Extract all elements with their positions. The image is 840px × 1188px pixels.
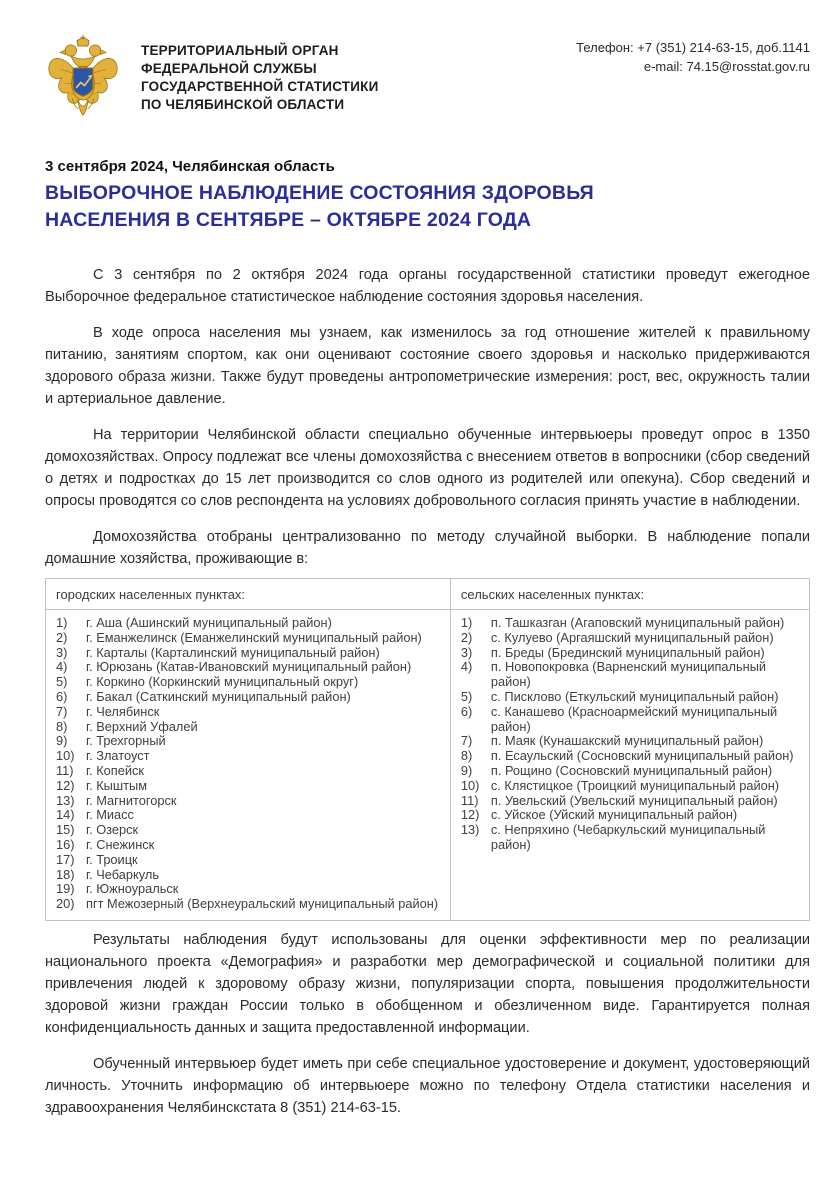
list-item-number: 7): [460, 733, 473, 749]
list-item-text: с. Писклово (Еткульский муниципальный район): [490, 688, 779, 704]
list-item-number: 4): [460, 659, 473, 675]
paragraph: В ходе опроса населения мы узнаем, как изменилось за год отношение жителей к правильному питанию, занятиям спортом, как они оценивают состояние своего здоровья и насколько придерживаются здорового образа жизни. Также будут проведены антропометрические измерения: рост, вес, окружность талии и артериальное давление.: [45, 325, 810, 407]
list-item-text: п. Маяк (Кунашакский муниципальный район): [490, 733, 764, 749]
org-name-line: ПО ЧЕЛЯБИНСКОЙ ОБЛАСТИ: [141, 97, 345, 112]
paragraph: Результаты наблюдения будут использованы для оценки эффективности мер по реализации национального проекта «Демография» и разработки мер демографической и социальной политики для привлечения людей к здоровому образу жизни, популяризации спорта, повышения продолжительности здоровой жизни граждан России только в обобщенном и обезличенном виде. Гарантируется полная конфиденциальность данных и защита предоставленной информации.: [45, 931, 810, 1036]
list-item-text: с. Канашево (Красноармейский муниципальный район): [490, 703, 778, 734]
table-row: [56, 660, 444, 675]
list-item-number: 6): [56, 688, 68, 704]
list-item-number: 12): [460, 807, 480, 823]
table-row: [56, 690, 444, 705]
list-item-text: п. Бреды (Брединский муниципальный район): [490, 644, 765, 660]
table-row: [461, 749, 803, 764]
table-header-row: [46, 579, 810, 610]
list-item-text: с. Непряхино (Чебаркульский муниципальный район): [490, 822, 766, 852]
list-item-text: г. Снежинск: [86, 836, 155, 852]
list-item-number: 5): [56, 674, 68, 690]
table-row: [461, 705, 803, 735]
table-row: [56, 823, 444, 838]
table-row: [56, 734, 444, 749]
list-item-number: 1): [56, 615, 68, 630]
list-item-text: г. Юрюзань (Катав-Ивановский муниципальный район): [86, 659, 412, 675]
list-item-number: 2): [460, 629, 473, 645]
table-row: [56, 794, 444, 809]
list-item-text: г. Троицк: [86, 851, 138, 867]
list-item-number: 3): [460, 644, 473, 660]
urban-localities-cell: [46, 610, 451, 921]
list-item-text: г. Кыштым: [86, 777, 147, 793]
list-item-number: 20): [56, 896, 75, 912]
table-row: [461, 660, 803, 690]
table-row: [461, 779, 803, 794]
table-body-row: [46, 610, 810, 921]
list-item-text: п. Есаульский (Сосновский муниципальный район): [490, 748, 794, 764]
list-item-text: с. Кулуево (Аргаяшский муниципальный район): [490, 629, 774, 645]
rural-column-header: сельских населенных пунктах:: [450, 579, 809, 610]
list-item-text: пгт Межозерный (Верхнеуральский муниципальный район): [86, 896, 439, 912]
table-row: [56, 779, 444, 794]
list-item-number: 11): [460, 792, 479, 808]
list-item-text: г. Еманжелинск (Еманжелинский муниципальный район): [86, 629, 422, 645]
table-row: [461, 631, 803, 646]
list-item-number: 12): [56, 777, 75, 793]
list-item-number: 17): [56, 851, 75, 867]
list-item-number: 2): [56, 629, 68, 645]
list-item-text: п. Новопокровка (Варненский муниципальный район): [490, 659, 767, 690]
table-row: [56, 882, 444, 897]
table-row: [56, 764, 444, 779]
rural-localities-cell: [450, 610, 809, 921]
list-item-text: г. Копейск: [86, 762, 144, 778]
paragraph: С 3 сентября по 2 октября 2024 года органы государственной статистики проведут ежегодное Выборочное федеральное статистическое наблюдение состояния здоровья населения.: [45, 267, 810, 305]
list-item-text: г. Коркино (Коркинский муниципальный округ): [86, 674, 359, 690]
table-row: [56, 808, 444, 823]
contact-block: [576, 38, 810, 76]
letterhead: [45, 30, 810, 130]
table-row: [56, 646, 444, 661]
list-item-text: п. Рощино (Сосновский муниципальный район): [490, 762, 773, 778]
list-item-number: 7): [56, 703, 68, 719]
email-line: e-mail: 74.15@rosstat.gov.ru: [643, 59, 810, 74]
list-item-number: 13): [56, 792, 75, 808]
page-title-line-1: ВЫБОРОЧНОЕ НАБЛЮДЕНИЕ СОСТОЯНИЯ ЗДОРОВЬЯ: [45, 182, 594, 204]
body-paragraphs-top: [45, 264, 810, 570]
table-row: [56, 675, 444, 690]
table-row: [56, 897, 444, 912]
table-row: [461, 794, 803, 809]
table-row: [56, 616, 444, 631]
list-item-text: г. Миасс: [86, 807, 134, 823]
table-row: [461, 734, 803, 749]
list-item-number: 11): [56, 762, 74, 778]
rosstat-emblem-icon: [45, 32, 121, 130]
table-row: [56, 705, 444, 720]
localities-table: [45, 578, 810, 921]
table-row: [461, 616, 803, 631]
list-item-number: 9): [56, 733, 68, 749]
dateline: 3 сентября 2024, Челябинская область: [45, 158, 335, 175]
table-row: [56, 868, 444, 883]
list-item-number: 3): [56, 644, 68, 660]
org-name-line: ФЕДЕРАЛЬНОЙ СЛУЖБЫ: [141, 61, 317, 76]
org-name-line: ГОСУДАРСТВЕННОЙ СТАТИСТИКИ: [141, 79, 379, 94]
list-item-number: 15): [56, 822, 75, 838]
list-item-text: г. Южноуральск: [86, 881, 179, 897]
list-item-number: 4): [56, 659, 68, 675]
table-row: [56, 749, 444, 764]
list-item-number: 1): [460, 615, 473, 630]
list-item-text: г. Озерск: [86, 822, 139, 838]
paragraph: Домохозяйства отобраны централизованно по методу случайной выборки. В наблюдение попали домашние хозяйства, проживающие в:: [45, 529, 810, 567]
list-item-number: 10): [56, 748, 75, 764]
org-name-line: ТЕРРИТОРИАЛЬНЫЙ ОРГАН: [141, 43, 339, 58]
table-row: [56, 631, 444, 646]
paragraph: На территории Челябинской области специально обученные интервьюеры проведут опрос в 1350 домохозяйствах. Опросу подлежат все члены домохозяйства с внесением ответов в вопросники (сбор сведений о детях и подростках до 15 лет производится со слов одного из родителей или опекуна). Сбор сведений и опросы проводятся со слов респондента на условиях добровольного согласия принять участие в наблюдении.: [45, 427, 810, 509]
page-title-line-2: НАСЕЛЕНИЯ В СЕНТЯБРЕ – ОКТЯБРЕ 2024 ГОДА: [45, 209, 532, 231]
list-item-text: г. Чебаркуль: [86, 866, 159, 882]
list-item-text: г. Верхний Уфалей: [86, 718, 198, 734]
list-item-text: г. Челябинск: [86, 703, 160, 719]
list-item-text: г. Бакал (Саткинский муниципальный район): [86, 688, 351, 704]
phone-line: Телефон: +7 (351) 214-63-15, доб.1141: [576, 40, 810, 55]
list-item-number: 18): [56, 866, 75, 882]
list-item-text: п. Ташказган (Агаповский муниципальный район): [490, 615, 785, 630]
page-title: [45, 180, 810, 234]
urban-column-header: городских населенных пунктах:: [46, 579, 451, 610]
list-item-text: г. Златоуст: [86, 748, 150, 764]
list-item-text: п. Увельский (Увельский муниципальный район): [490, 792, 778, 808]
table-row: [461, 808, 803, 823]
table-row: [56, 853, 444, 868]
paragraph: Обученный интервьюер будет иметь при себе специальное удостоверение и документ, удостоверяющий личность. Уточнить информацию об интервьюере можно по телефону Отдела статистики населения и здравоохранения Челябинскстата 8 (351) 214-63-15.: [45, 1055, 810, 1116]
list-item-number: 16): [56, 836, 75, 852]
list-item-number: 5): [460, 688, 473, 704]
table-row: [461, 690, 803, 705]
list-item-text: г. Трехгорный: [86, 733, 166, 749]
body-paragraphs-bottom: [45, 929, 810, 1119]
list-item-text: г. Аша (Ашинский муниципальный район): [86, 615, 332, 630]
list-item-number: 19): [56, 881, 75, 897]
table-row: [56, 838, 444, 853]
table-row: [461, 823, 803, 853]
list-item-number: 8): [460, 748, 473, 764]
list-item-number: 13): [460, 822, 480, 838]
table-row: [461, 646, 803, 661]
list-item-number: 6): [460, 703, 473, 719]
list-item-text: с. Уйское (Уйский муниципальный район): [490, 807, 738, 823]
list-item-number: 10): [460, 777, 480, 793]
org-name: [141, 42, 379, 114]
list-item-text: г. Магнитогорск: [86, 792, 177, 808]
list-item-number: 9): [460, 762, 473, 778]
table-row: [461, 764, 803, 779]
list-item-text: с. Клястицкое (Троицкий муниципальный район): [490, 777, 780, 793]
list-item-text: г. Карталы (Карталинский муниципальный район): [86, 644, 380, 660]
list-item-number: 14): [56, 807, 75, 823]
table-row: [56, 720, 444, 735]
list-item-number: 8): [56, 718, 68, 734]
bottom-margin: [45, 1133, 810, 1173]
